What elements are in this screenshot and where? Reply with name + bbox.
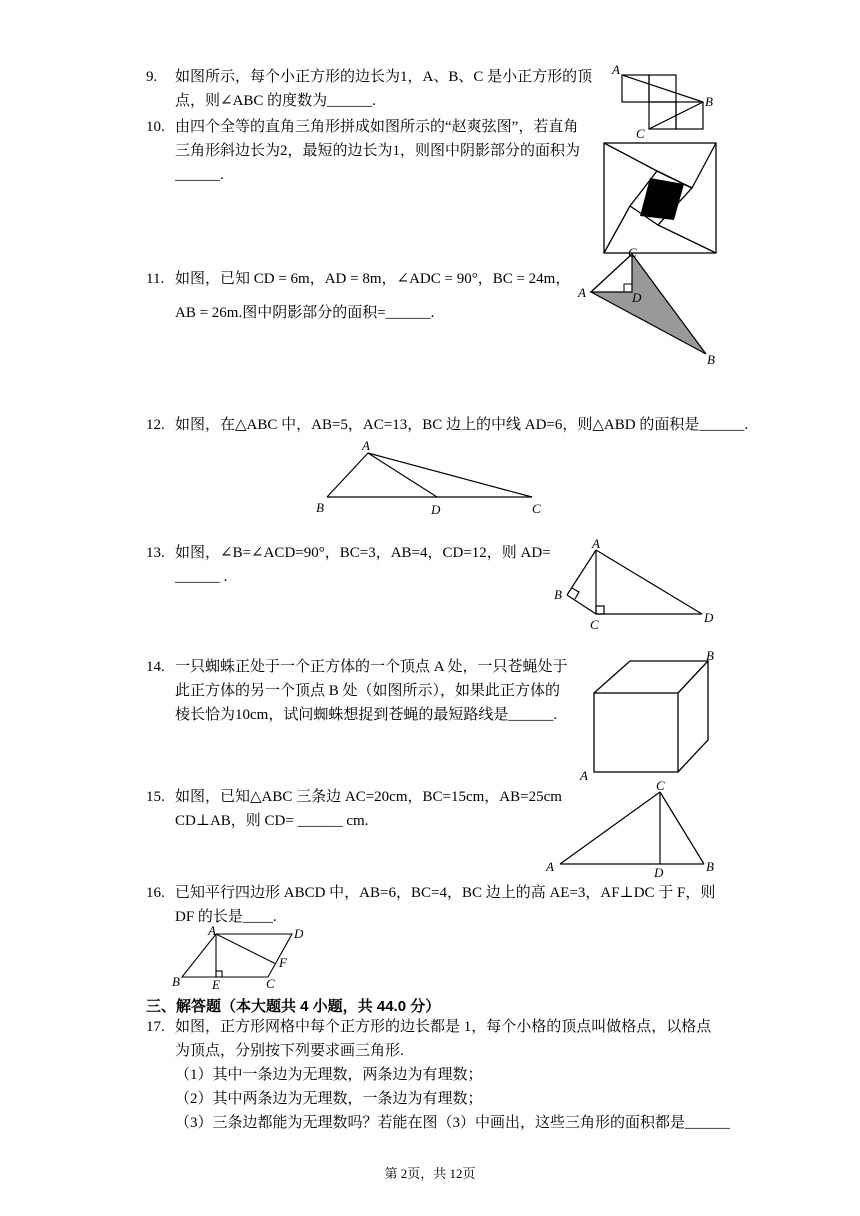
question-13-line-1: 如图，∠B=∠ACD=90°，BC=3，AB=4，CD=12，则 AD= xyxy=(175,545,551,561)
zhao-shuang-diagram xyxy=(600,140,720,255)
q11-label-b: B xyxy=(707,352,715,367)
question-number: 16. xyxy=(146,885,165,901)
question-17-line-2: 为顶点，分别按下列要求画三角形. xyxy=(175,1043,404,1059)
q12-label-d: D xyxy=(431,502,441,517)
q16-label-f: F xyxy=(279,955,287,970)
question-17-item-1: （1）其中一条边为无理数，两条边为有理数； xyxy=(175,1067,483,1083)
q13-label-c: C xyxy=(590,617,599,632)
section-heading: 三、解答题（本大题共 4 小题，共 44.0 分） xyxy=(146,998,441,1015)
q9-label-b: B xyxy=(705,94,713,109)
question-16-line-1: 已知平行四边形 ABCD 中，AB=6，BC=4，BC 边上的高 AE=3，AF⊥DC 于 F，则 xyxy=(175,885,716,901)
question-17-line-1: 如图，正方形网格中每个正方形的边长都是 1，每个小格的顶点叫做格点，以格点 xyxy=(175,1019,712,1035)
q11-figure xyxy=(574,246,724,371)
question-9-line-1: 如图所示，每个小正方形的边长为1，A、B、C 是小正方形的顶 xyxy=(175,69,593,85)
question-11-line-2: AB = 26m.图中阴影部分的面积=______. xyxy=(175,305,435,321)
q15-label-a: A xyxy=(546,859,554,874)
question-number: 17. xyxy=(146,1019,165,1035)
cube-figure xyxy=(578,648,724,784)
question-number: 12. xyxy=(146,417,165,433)
q16-label-b: B xyxy=(172,974,180,989)
question-10-line-1: 由四个全等的直角三角形拼成如图所示的“赵爽弦图”，若直角 xyxy=(175,119,579,135)
parallelogram-figure xyxy=(168,926,316,992)
question-number: 10. xyxy=(146,119,165,135)
q13-label-b: B xyxy=(554,587,562,602)
q14-label-a: A xyxy=(580,768,588,783)
q9-label-c: C xyxy=(636,126,645,140)
question-13-line-2: ______ . xyxy=(175,569,228,585)
q16-label-d: D xyxy=(294,926,304,941)
question-12-line-1: 如图，在△ABC 中，AB=5，AC=13，BC 边上的中线 AD=6，则△ABD 的面积是______. xyxy=(175,417,749,433)
q12-label-b: B xyxy=(316,500,324,515)
q11-label-a: A xyxy=(578,285,586,300)
q13-figure xyxy=(550,536,720,632)
q16-label-c: C xyxy=(266,976,275,991)
question-number: 15. xyxy=(146,789,165,805)
question-10-line-2: 三角形斜边长为2，最短的边长为1，则图中阴影部分的面积为 xyxy=(175,143,581,159)
question-number: 11. xyxy=(146,271,165,287)
question-9-line-2: 点，则∠ABC 的度数为______. xyxy=(175,93,376,109)
question-number: 13. xyxy=(146,545,165,561)
q9-grid-figure xyxy=(608,60,723,140)
question-17-item-3: （3）三条边都能为无理数吗？若能在图（3）中画出，这些三角形的面积都是______ xyxy=(175,1115,731,1131)
question-15-line-2: CD⊥AB，则 CD= ______ cm. xyxy=(175,813,369,829)
question-16-line-2: DF 的长是____. xyxy=(175,909,277,925)
question-number: 14. xyxy=(146,659,165,675)
question-14-line-1: 一只蜘蛛正处于一个正方体的一个顶点 A 处，一只苍蝇处于 xyxy=(175,659,568,675)
q16-label-a: A xyxy=(208,926,216,938)
q14-label-b: B xyxy=(706,648,714,663)
question-14-line-2: 此正方体的另一个顶点 B 处（如图所示），如果此正方体的 xyxy=(175,683,561,699)
question-number: 9. xyxy=(146,69,158,85)
q13-label-a: A xyxy=(592,536,600,551)
q15-label-b: B xyxy=(706,859,714,874)
q15-label-d: D xyxy=(654,865,664,878)
question-14-line-3: 棱长恰为10cm，试问蜘蛛想捉到苍蝇的最短路线是______. xyxy=(175,707,558,723)
q11-label-d: D xyxy=(632,290,642,305)
question-15-line-1: 如图，已知△ABC 三条边 AC=20cm，BC=15cm，AB=25cm xyxy=(175,789,562,805)
q15-label-c: C xyxy=(656,778,665,793)
q16-label-e: E xyxy=(212,977,220,992)
q9-label-a: A xyxy=(612,62,620,77)
q11-label-c: C xyxy=(628,246,637,260)
q13-label-d: D xyxy=(704,610,714,625)
question-11-line-1: 如图，已知 CD = 6m，AD = 8m，∠ADC = 90°，BC = 24m， xyxy=(175,271,571,287)
q12-label-c: C xyxy=(532,501,541,516)
q12-figure xyxy=(310,436,550,520)
page-footer: 第 2页，共 12页 xyxy=(384,1166,476,1181)
q15-figure xyxy=(542,776,722,878)
question-17-item-2: （2）其中两条边为无理数，一条边为有理数； xyxy=(175,1091,483,1107)
q12-label-a: A xyxy=(362,438,370,453)
question-10-line-3: ______. xyxy=(175,167,224,183)
